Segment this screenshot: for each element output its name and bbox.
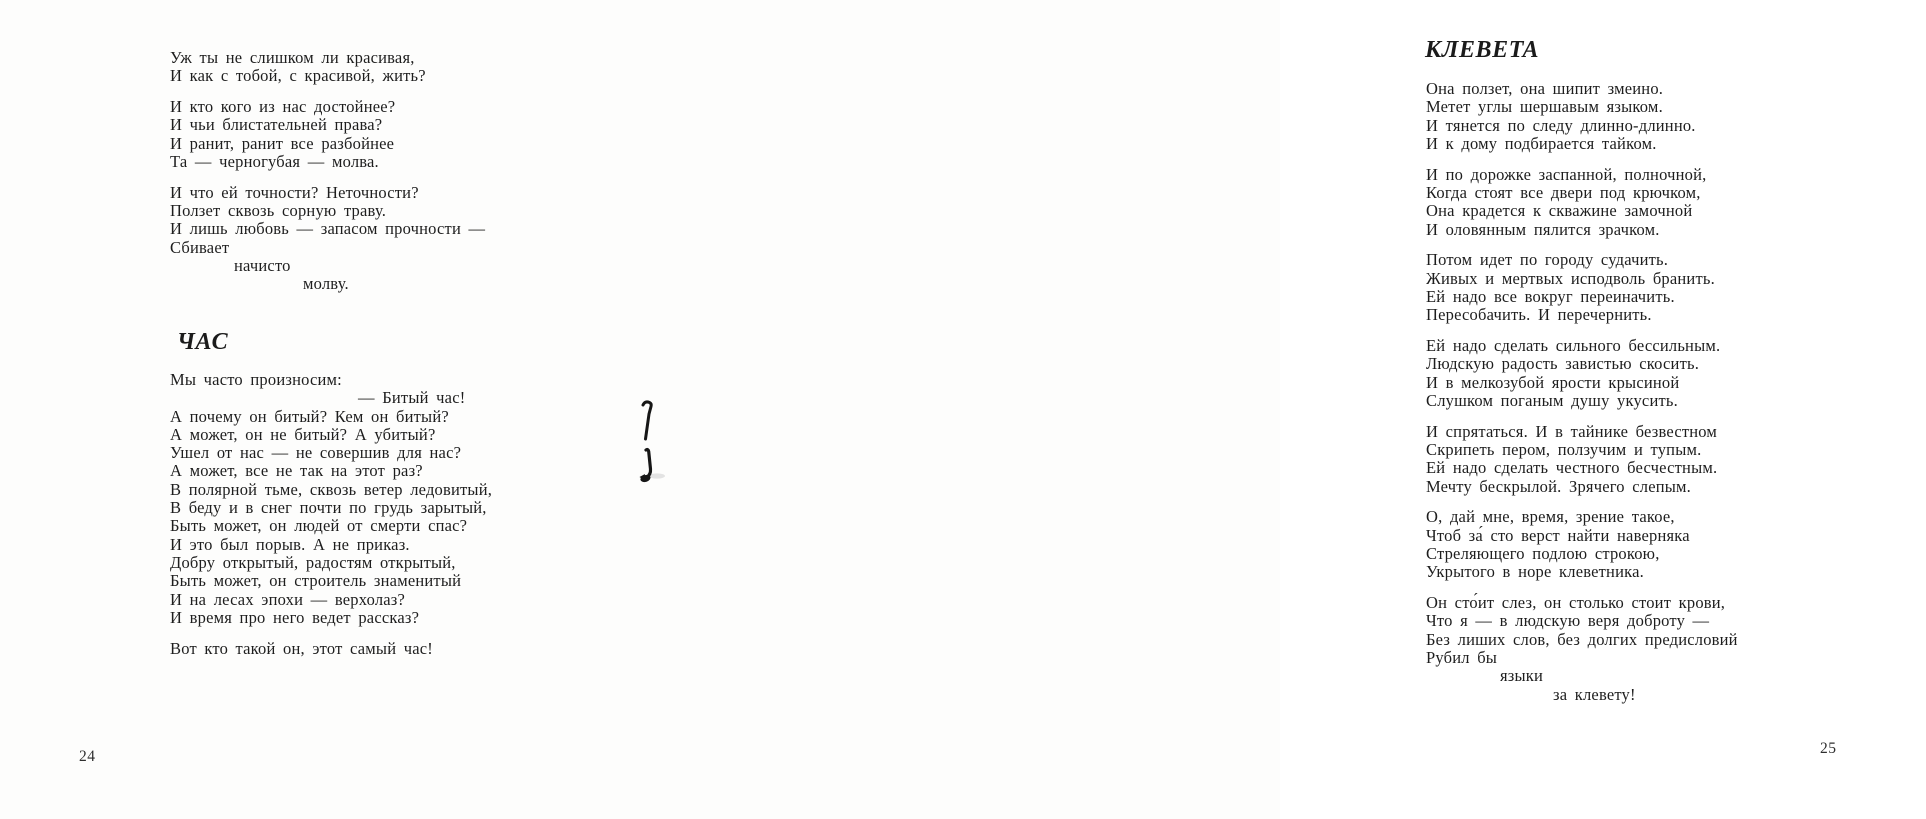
poem-line: И чьи блистательней права? <box>170 115 383 135</box>
left-page <box>0 0 640 819</box>
stanza <box>170 371 670 627</box>
poem-line: Ей надо сделать честного бесчестным. <box>1426 458 1718 478</box>
stanza <box>170 49 670 86</box>
poem-line: — Битый час! <box>358 388 466 408</box>
poem-line: Добру открытый, радостям открытый, <box>170 552 456 572</box>
poem-line: И оловянным пялится зрачком. <box>1426 219 1660 239</box>
poem-chas <box>170 371 670 658</box>
poem-line: И по дорожке заспанной, полночной, <box>1426 164 1707 184</box>
stanza <box>1426 80 1926 153</box>
poem-line: В беду и в снег почти по грудь зарытый, <box>170 498 487 518</box>
poem-line: А может, все не так на этот раз? <box>170 461 423 481</box>
poem-line: Быть может, он людей от смерти спас? <box>170 516 468 536</box>
poem-line: Ей надо сделать сильного бессильным. <box>1426 336 1721 356</box>
poem-line: А почему он битый? Кем он битый? <box>170 406 449 426</box>
poem-line: Уж ты не слишком ли красивая, <box>170 48 415 67</box>
poem-line: молву. <box>303 274 349 294</box>
poem-line: И в мелкозубой ярости крысиной <box>1426 372 1680 392</box>
poem-line: И как с тобой, с красивой, жить? <box>170 66 426 86</box>
stanza <box>1426 423 1926 496</box>
poem-line: Укрытого в норе клеветника. <box>1426 562 1644 582</box>
poem-line: И к дому подбирается тайком. <box>1426 133 1657 153</box>
poem-line: Он сто́ит слез, он столько стоит крови, <box>1426 593 1726 613</box>
poem-line: А может, он не битый? А убитый? <box>170 424 436 444</box>
poem-line: Ползет сквозь сорную траву. <box>170 201 387 221</box>
poem-line: Слушком поганым душу укусить. <box>1426 390 1678 410</box>
stanza <box>170 640 670 658</box>
poem-line: О, дай мне, время, зрение такое, <box>1426 507 1675 527</box>
stanza <box>170 98 670 171</box>
poem-line: Стреляющего подлою строкою, <box>1426 544 1660 564</box>
poem-line: Рубил бы <box>1426 648 1498 668</box>
poem-title-kleveta: КЛЕВЕТА <box>1425 37 1540 63</box>
stanza <box>1426 508 1926 581</box>
poem-line: Ушел от нас — не совершив для нас? <box>170 443 462 463</box>
poem-line: Потом идет по городу судачить. <box>1426 250 1669 270</box>
poem-line: Что я — в людскую веря доброту — <box>1426 611 1710 631</box>
poem-kleveta <box>1426 80 1926 704</box>
stanza <box>1426 337 1926 410</box>
poem-line: Без лиших слов, без долгих предисловий <box>1426 629 1738 649</box>
poem-line: языки <box>1500 666 1544 686</box>
poem-line: И тянется по следу длинно-длинно. <box>1426 115 1696 135</box>
stanza <box>1426 251 1926 324</box>
poem-line: И спрятаться. И в тайнике безвестном <box>1426 421 1718 441</box>
poem-line: Мы часто произносим: <box>170 370 342 389</box>
poem-line: за клевету! <box>1553 684 1636 704</box>
poem-title-chas: ЧАС <box>177 329 229 355</box>
page-number-left: 24 <box>79 748 96 765</box>
stanza <box>1426 166 1926 239</box>
poem-line: Быть может, он строитель знаменитый <box>170 571 462 591</box>
poem-continuation <box>170 49 670 294</box>
poem-line: И время про него ведет рассказ? <box>170 607 420 627</box>
poem-line: Когда стоят все двери под крючком, <box>1426 182 1701 202</box>
poem-line: Она ползет, она шипит змеино. <box>1426 79 1664 98</box>
poem-line: И кто кого из нас достойнее? <box>170 97 396 117</box>
poem-line: Та — черногубая — молва. <box>170 151 379 171</box>
poem-line: Вот кто такой он, этот самый час! <box>170 638 434 658</box>
poem-line: Скрипеть пером, ползучим и тупым. <box>1426 440 1702 460</box>
poem-line: Живых и мертвых исподволь бранить. <box>1426 268 1715 288</box>
poem-line: И что ей точности? Неточности? <box>170 182 419 202</box>
stanza <box>170 184 670 294</box>
poem-line: И ранит, ранит все разбойнее <box>170 133 395 153</box>
page-number-right: 25 <box>1820 740 1837 757</box>
poem-line: Метет углы шершавым языком. <box>1426 97 1663 117</box>
poem-line: И это был порыв. А не приказ. <box>170 534 410 554</box>
poem-line: Сбивает <box>170 237 230 257</box>
poem-line: Ей надо все вокруг переиначить. <box>1426 286 1675 306</box>
poem-line: Людскую радость завистью скосить. <box>1426 354 1700 374</box>
poem-line: В полярной тьме, сквозь ветер ледовитый, <box>170 479 493 499</box>
poem-line: И на лесах эпохи — верхолаз? <box>170 589 406 609</box>
poem-line: Она крадется к скважине замочной <box>1426 201 1693 221</box>
poem-line: начисто <box>234 255 291 275</box>
stanza <box>1426 594 1926 704</box>
poem-line: Мечту бескрылой. Зрячего слепым. <box>1426 476 1692 496</box>
right-page <box>640 0 1837 819</box>
poem-line: Чтоб за́ сто верст найти наверняка <box>1426 525 1690 545</box>
poem-line: Пересобачить. И перечернить. <box>1426 305 1652 325</box>
poem-line: И лишь любовь — запасом прочности — <box>170 219 486 239</box>
